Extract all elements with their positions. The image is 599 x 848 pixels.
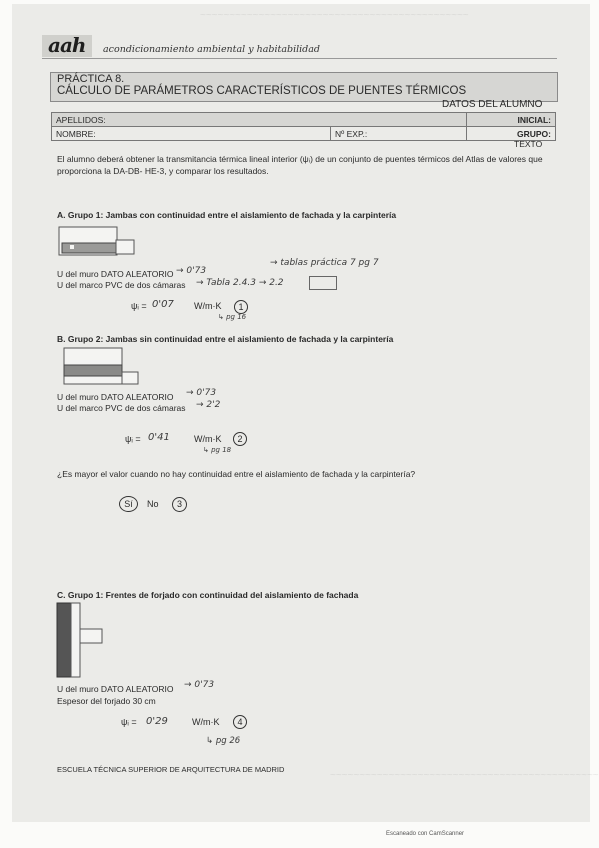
student-data-heading: DATOS DEL ALUMNO <box>442 99 543 110</box>
jamb-continuous-diagram <box>58 226 138 258</box>
section-a-page-ref: ↳ pg 16 <box>218 313 247 321</box>
section-a-number: 1 <box>234 300 248 314</box>
section-b-wall-u-value: → 0'73 <box>186 388 217 398</box>
surname-field[interactable] <box>52 113 467 127</box>
section-b-psi-value: 0'41 <box>148 432 170 443</box>
section-b-heading: B. Grupo 2: Jambas sin continuidad entre el aislamiento de fachada y la carpintería <box>57 334 394 344</box>
text-label: TEXTO <box>514 139 543 149</box>
intro-paragraph: El alumno deberá obtener la transmitancia térmica lineal interior (ψᵢ) de un conjunto de puentes térmicos del Atlas de valores que proporciona la DA-DB- HE-3, y comparar los resultados. <box>57 154 543 176</box>
exp-label: Nº EXP.: <box>335 128 368 139</box>
group-label: GRUPO: <box>517 128 551 139</box>
initial-label: INICIAL: <box>517 114 551 125</box>
section-a-heading: A. Grupo 1: Jambas con continuidad entre el aislamiento de fachada y la carpintería <box>57 210 397 220</box>
practice-title: CÁLCULO DE PARÁMETROS CARACTERÍSTICOS DE PUENTES TÉRMICOS <box>57 85 467 97</box>
section-a-frame-u-value: → Tabla 2.4.3 → 2.2 <box>196 278 284 288</box>
section-b-question: ¿Es mayor el valor cuando no hay continuidad entre el aislamiento de fachada y la carpintería? <box>57 469 416 479</box>
section-c-psi-label: ψᵢ = <box>121 717 137 727</box>
student-form <box>51 112 556 141</box>
section-a-psi-value: 0'07 <box>152 299 174 310</box>
section-b-wall-u: U del muro DATO ALEATORIO <box>57 392 174 402</box>
answer-no-option[interactable]: No <box>147 499 159 509</box>
section-b-frame-u-value: → 2'2 <box>196 400 221 410</box>
section-c-number: 4 <box>233 715 247 729</box>
school-footer: ESCUELA TÉCNICA SUPERIOR DE ARQUITECTURA DE MADRID <box>57 765 285 774</box>
answer-yes-option[interactable]: Sí <box>119 496 138 512</box>
section-b-psi-label: ψᵢ = <box>125 434 141 444</box>
section-c-wall-u: U del muro DATO ALEATORIO <box>57 684 174 694</box>
name-field[interactable] <box>52 127 331 141</box>
section-a-wall-u: U del muro DATO ALEATORIO <box>57 269 174 279</box>
section-c-unit: W/m·K <box>192 717 220 727</box>
section-c-heading: C. Grupo 1: Frentes de forjado con continuidad del aislamiento de fachada <box>57 590 359 600</box>
section-b-page-ref: ↳ pg 18 <box>203 446 232 454</box>
surname-label: APELLIDOS: <box>56 114 106 125</box>
section-c-wall-u-value: → 0'73 <box>184 680 215 690</box>
section-c-psi-value: 0'29 <box>146 716 168 727</box>
section-b-number: 2 <box>233 432 247 446</box>
scan-note[interactable]: Escaneado con CamScanner <box>386 831 465 837</box>
section-c-page-ref: ↳ pg 26 <box>206 736 241 746</box>
section-a-psi-label: ψᵢ = <box>131 301 147 311</box>
section-c-slab-thickness: Espesor del forjado 30 cm <box>57 696 156 706</box>
section-a-value-box <box>309 276 337 290</box>
exp-field[interactable] <box>331 127 467 141</box>
section-a-unit: W/m·K <box>194 301 222 311</box>
section-b-question-number: 3 <box>172 497 187 512</box>
section-a-frame-u: U del marco PVC de dos cámaras <box>57 280 186 290</box>
logo: aah <box>48 33 86 57</box>
practice-number: PRÁCTICA 8. <box>57 73 125 85</box>
section-a-wall-u-value: → 0'73 <box>176 266 207 276</box>
header-divider <box>42 58 557 59</box>
slogan: acondicionamiento ambiental y habitabilidad <box>103 44 321 55</box>
slab-edge-diagram <box>56 602 104 680</box>
jamb-discontinuous-diagram <box>58 347 140 387</box>
section-b-frame-u: U del marco PVC de dos cámaras <box>57 403 186 413</box>
bleed-through-text: ~~~~~~~~~~~~~~~~~~~~~~~~~~~~~~~~~~~~~~~~~~~~~~ <box>200 10 469 21</box>
name-label: NOMBRE: <box>56 128 96 139</box>
initial-field[interactable] <box>467 113 556 127</box>
section-a-note: → tablas práctica 7 pg 7 <box>270 258 379 268</box>
section-b-unit: W/m·K <box>194 434 222 444</box>
bleed-through-text: ~~~~~~~~~~~~~~~~~~~~~~~~~~~~~~~~~~~~~~~~~~~~~~ <box>330 770 599 781</box>
